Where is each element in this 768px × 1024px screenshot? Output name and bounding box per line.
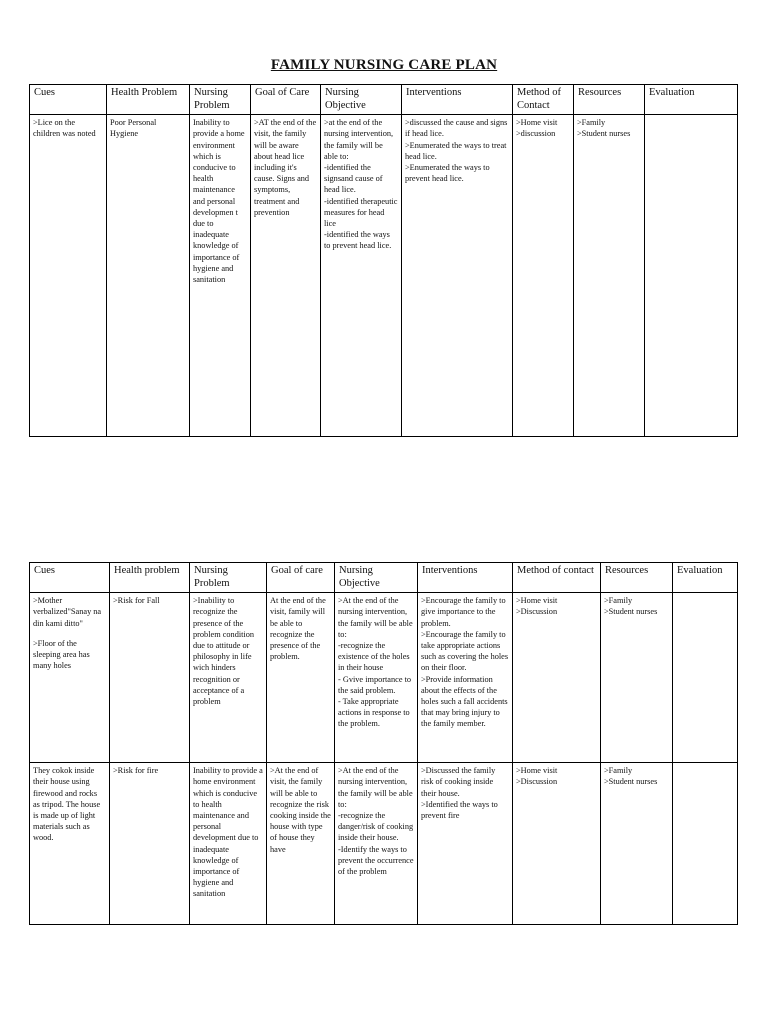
objective-line: >At the end of the nursing intervention, the family will be able to: [338, 766, 413, 809]
intervention-line: >discussed the cause and signs if head lice. [405, 118, 508, 139]
care-plan-table-2 [29, 562, 738, 925]
header-interventions: Interventions [418, 563, 513, 593]
cell-evaluation [673, 763, 738, 925]
contact-line: >Home visit [516, 118, 558, 128]
objective-line: -identified the signsand cause of head lice. [324, 163, 383, 195]
objective-line: -recognize the existence of the holes in their house [338, 641, 410, 673]
resource-line: >Family [604, 766, 633, 776]
cell-nursing-objective [335, 763, 418, 925]
contact-line: >discussion [516, 129, 556, 139]
header-resources: Resources [601, 563, 673, 593]
objective-line: >at the end of the nursing intervention, the family will be able to: [324, 118, 394, 161]
table-header-row [30, 563, 738, 593]
objective-line: - Gvive importance to the said problem. [338, 674, 412, 695]
contact-line: >Home visit [516, 596, 558, 606]
cell-health-problem: >Risk for Fall [110, 593, 190, 763]
header-evaluation: Evaluation [673, 563, 738, 593]
resource-line: >Student nurses [604, 607, 658, 617]
page-title: FAMILY NURSING CARE PLAN [270, 57, 498, 73]
cell-nursing-objective [321, 115, 402, 437]
cell-resources [574, 115, 645, 437]
header-method-of-contact: Method of Contact [513, 85, 574, 115]
contact-line: >Home visit [516, 766, 558, 776]
header-nursing-problem: Nursing Problem [190, 563, 267, 593]
header-health-problem: Health Problem [107, 85, 190, 115]
cell-nursing-problem: Inability to provide a home environment which is conducive to health maintenance and personal developmen t due to inadequate knowledge of importance of hygiene and sanitation [190, 115, 251, 437]
resource-line: >Student nurses [604, 777, 658, 787]
intervention-line: >Discussed the family risk of cooking inside their house. [421, 766, 496, 798]
objective-line: -identified the ways to prevent head lice. [324, 230, 392, 251]
cell-interventions [418, 593, 513, 763]
resource-line: >Family [604, 596, 633, 606]
cell-nursing-problem: Inability to provide a home environment which is conducive to health maintenance and personal development due to inadequate knowledge of importance of hygiene and sanitation [190, 763, 267, 925]
cell-cues [30, 763, 110, 925]
cue-line: >Mother verbalized"Sanay na din kami ditto" [33, 596, 102, 628]
resource-line: >Student nurses [577, 129, 631, 139]
header-resources: Resources [574, 85, 645, 115]
header-goal-of-care: Goal of care [267, 563, 335, 593]
header-health-problem: Health problem [110, 563, 190, 593]
cell-goal-of-care: >AT the end of the visit, the family will be aware about head lice including it's cause. Signs and symptoms, treatment and prevention [251, 115, 321, 437]
intervention-line: >Encourage the family to take appropriate actions such as covering the holes on their floor. [421, 629, 509, 673]
intervention-line: >Provide information about the effects of the holes such a fall accidents that may bring injury to the family member. [421, 674, 508, 729]
objective-line: >At the end of the nursing intervention, the family will be able to: [338, 596, 413, 639]
care-plan-table-1 [29, 84, 738, 437]
cell-health-problem: >Risk for fire [110, 763, 190, 925]
objective-line: -Identify the ways to prevent the occurrence of the problem [338, 844, 414, 877]
intervention-line: >Encourage the family to give importance to the problem. [421, 596, 506, 628]
cue-line: >Floor of the sleeping area has many holes [33, 638, 90, 671]
header-cues: Cues [30, 85, 107, 115]
cell-interventions [418, 763, 513, 925]
intervention-line: >Enumerated the ways to prevent head lice. [405, 163, 490, 184]
header-goal-of-care: Goal of Care [251, 85, 321, 115]
cell-method-of-contact [513, 115, 574, 437]
cell-method-of-contact [513, 763, 601, 925]
cell-cues: >Lice on the children was noted [30, 115, 107, 437]
cell-goal-of-care: At the end of the visit, family will be able to recognize the presence of the problem. [267, 593, 335, 763]
contact-line: >Discussion [516, 607, 558, 617]
header-nursing-problem: Nursing Problem [190, 85, 251, 115]
header-method-of-contact: Method of contact [513, 563, 601, 593]
objective-line: - Take appropriate actions in response to the problem. [338, 697, 410, 729]
cell-cues [30, 593, 110, 763]
cell-resources [601, 763, 673, 925]
cue-line: They cokok inside their house using firewood and rocks as tripod. The house is made up of light materials such as wood. [33, 766, 101, 843]
contact-line: >Discussion [516, 777, 558, 787]
header-nursing-objective: Nursing Objective [335, 563, 418, 593]
cell-method-of-contact [513, 593, 601, 763]
cell-interventions [402, 115, 513, 437]
objective-line: -recognize the danger/risk of cooking inside their house. [338, 811, 414, 843]
intervention-line: >Identified the ways to prevent fire [421, 799, 498, 820]
cell-resources [601, 593, 673, 763]
header-evaluation: Evaluation [645, 85, 738, 115]
table-row [30, 593, 738, 763]
cell-nursing-objective [335, 593, 418, 763]
cell-evaluation [645, 115, 738, 437]
cell-evaluation [673, 593, 738, 763]
cell-goal-of-care: >At the end of visit, the family will be able to recognize the risk cooking inside the house with type of house they have [267, 763, 335, 925]
header-interventions: Interventions [402, 85, 513, 115]
objective-line: -identified therapeutic measures for head lice [324, 196, 398, 229]
resource-line: >Family [577, 118, 606, 128]
header-cues: Cues [30, 563, 110, 593]
table-header-row [30, 85, 738, 115]
cell-health-problem: Poor Personal Hygiene [107, 115, 190, 437]
cell-nursing-problem: >Inability to recognize the presence of the problem condition due to attitude or philosophy in life wich hinders recognition or acceptance of a problem [190, 593, 267, 763]
intervention-line: >Enumerated the ways to treat head lice. [405, 140, 507, 161]
table-row [30, 115, 738, 437]
table-row [30, 763, 738, 925]
header-nursing-objective: Nursing Objective [321, 85, 402, 115]
